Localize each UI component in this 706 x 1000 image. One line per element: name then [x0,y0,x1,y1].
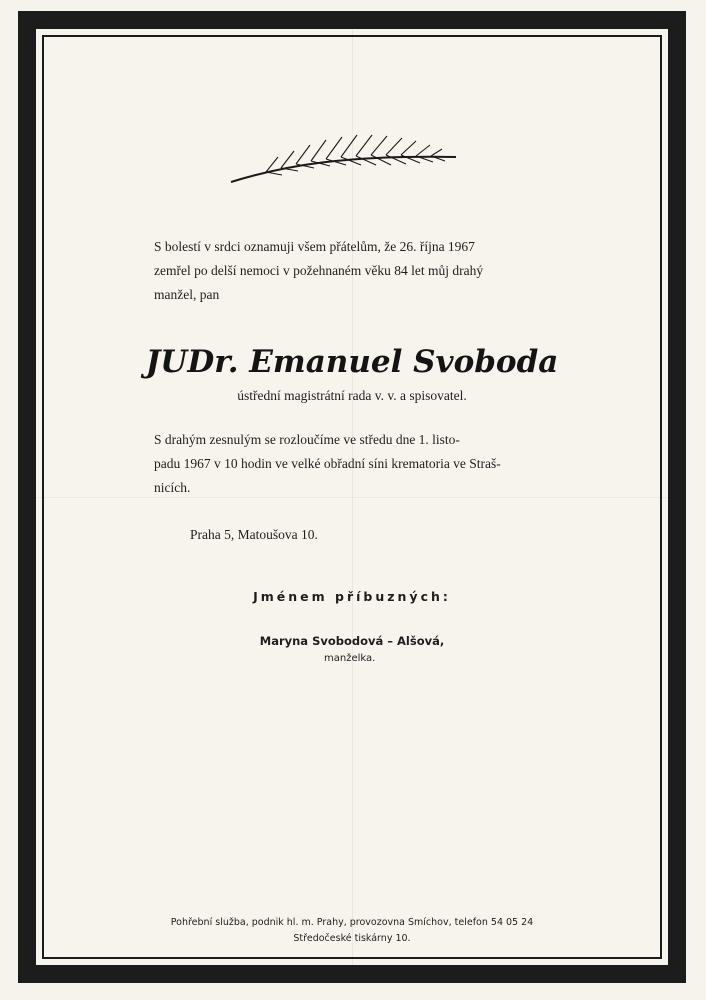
announcement-line: S bolestí v srdci oznamuji všem přátelům, že 26. října 1967 [154,239,475,254]
on-behalf-heading: Jménem příbuzných: [253,589,451,604]
ceremony-line: nicích. [154,480,191,495]
ceremony-line: S drahým zesnulým se rozloučíme ve středu dne 1. listo- [154,432,460,447]
relative-name: Maryna Svobodová – Alšová, [259,634,445,648]
ceremony-line: padu 1967 v 10 hodin ve velké obřadní síni krematoria ve Straš- [154,456,501,471]
announcement-line: manžel, pan [154,287,220,302]
footer-line: Pohřební služba, podnik hl. m. Prahy, provozovna Smíchov, telefon 54 05 24 [170,917,534,928]
deceased-name: JUDr. Emanuel Svoboda [145,344,559,380]
printer-footer [92,915,612,947]
ceremony-paragraph [154,428,564,500]
announcement-line: zemřel po delší nemoci v požehnaném věku 84 let můj drahý [154,263,484,278]
family-address: Praha 5, Matoušova 10. [190,527,318,542]
footer-line: Středočeské tiskárny 10. [293,933,411,944]
deceased-title: ústřední magistrátní rada v. v. a spisovatel. [237,388,467,403]
notice-panel [36,29,668,965]
relative-relation: manželka. [324,653,376,664]
palm-branch-icon [226,127,462,189]
announcement-paragraph [154,235,564,307]
